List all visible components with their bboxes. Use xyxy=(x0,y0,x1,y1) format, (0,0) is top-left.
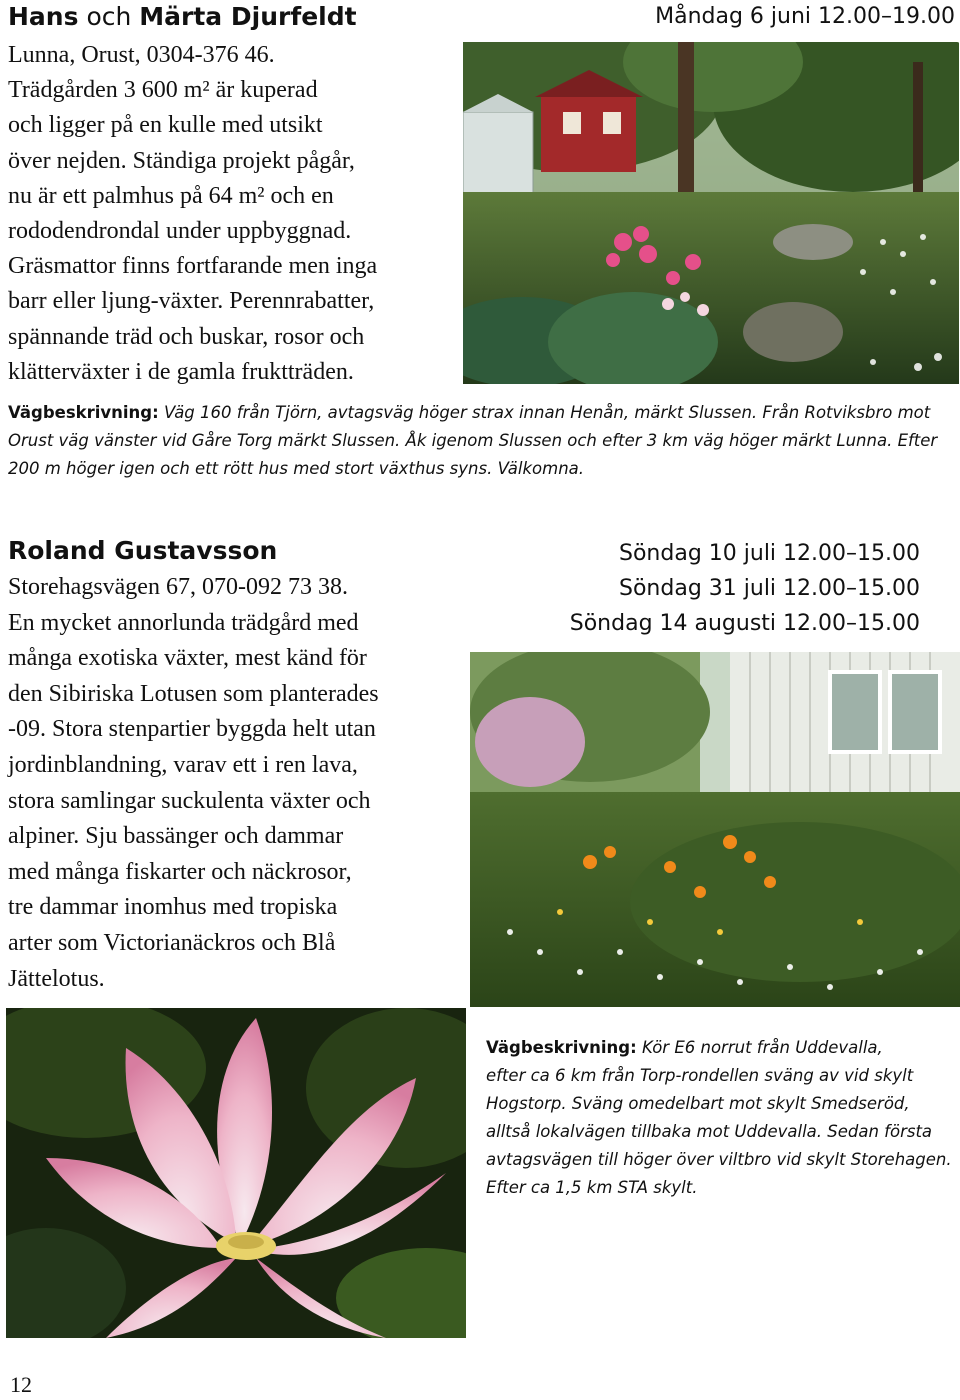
description-line: klätterväxter i de gamla fruktträden. xyxy=(8,358,354,385)
garden2-description xyxy=(8,570,468,997)
garden1-directions xyxy=(8,399,958,483)
directions-line: efter ca 6 km från Torp-rondellen sväng av vid skylt xyxy=(486,1066,914,1085)
description-line: och ligger på en kulle med utsikt xyxy=(8,112,323,139)
garden1-open-date: Måndag 6 juni 12.00–19.00 xyxy=(655,4,955,29)
description-line: den Sibiriska Lotusen som planterades xyxy=(8,680,379,707)
directions-line: Hogstorp. Sväng omedelbart mot skylt Smedseröd, xyxy=(486,1094,910,1113)
description-line: alpiner. Sju bassänger och dammar xyxy=(8,823,344,850)
description-line: stora samlingar suckulenta växter och xyxy=(8,787,371,814)
page-number: 12 xyxy=(10,1372,32,1397)
owner-conjunction: och xyxy=(86,2,132,31)
description-line: Jättelotus. xyxy=(8,965,105,992)
description-line: Trädgården 3 600 m² är kuperad xyxy=(8,77,318,104)
description-line: spännande träd och buskar, rosor och xyxy=(8,323,365,350)
description-line: En mycket annorlunda trädgård med xyxy=(8,609,359,636)
description-line: tre dammar inomhus med tropiska xyxy=(8,894,338,921)
directions-line: Efter ca 1,5 km STA skylt. xyxy=(486,1178,698,1197)
description-line: rododendrondal under uppbyggnad. xyxy=(8,218,352,245)
description-line: jordinblandning, varav ett i ren lava, xyxy=(8,751,358,778)
open-date: Söndag 14 augusti 12.00–15.00 xyxy=(569,611,920,636)
garden2-photo xyxy=(470,652,960,1007)
garden1-description xyxy=(8,38,458,390)
garden2-open-dates xyxy=(520,536,920,641)
lotus-flower-photo xyxy=(6,1008,466,1338)
directions-label: Vägbeskrivning: xyxy=(486,1038,637,1057)
directions-label: Vägbeskrivning: xyxy=(8,403,159,422)
directions-line: alltså lokalvägen tillbaka mot Uddevalla. Sedan första xyxy=(486,1122,933,1141)
owner-first-name: Hans xyxy=(8,2,79,31)
description-line: många exotiska växter, mest känd för xyxy=(8,645,367,672)
garden2-directions xyxy=(486,1034,958,1202)
directions-line: Kör E6 norrut från Uddevalla, xyxy=(641,1038,883,1057)
description-line: nu är ett palmhus på 64 m² och en xyxy=(8,182,334,209)
description-line: Gräsmattor finns fortfarande men inga xyxy=(8,253,378,280)
description-line: Lunna, Orust, 0304-376 46. xyxy=(8,42,275,68)
directions-text: Väg 160 från Tjörn, avtagsväg höger strax innan Henån, märkt Slussen. Från Rotviksbro mot Orust väg vänster vid Gåre Torg märkt Slussen. Åk igenom Slussen och efter 3 km väg höger märkt Lunna. Efter 200 m höger igen och ett rött hus med stort växthus syns. Välkomna. xyxy=(8,403,938,478)
description-line: arter som Victorianäckros och Blå xyxy=(8,929,336,956)
description-line: över nejden. Ständiga projekt pågår, xyxy=(8,147,355,174)
description-line: Storehagsvägen 67, 070-092 73 38. xyxy=(8,574,348,600)
description-line: med många fiskarter och näckrosor, xyxy=(8,858,352,885)
directions-line: avtagsvägen till höger över viltbro vid skylt Storehagen. xyxy=(486,1150,952,1169)
garden2-owner-heading: Roland Gustavsson xyxy=(8,536,278,565)
open-date: Söndag 10 juli 12.00–15.00 xyxy=(619,541,920,566)
owner-second-name: Märta Djurfeldt xyxy=(139,2,357,31)
description-line: barr eller ljung-växter. Perennrabatter, xyxy=(8,288,375,315)
garden1-owner-heading xyxy=(8,2,357,31)
description-line: -09. Stora stenpartier byggda helt utan xyxy=(8,716,376,743)
garden1-photo xyxy=(463,42,959,384)
open-date: Söndag 31 juli 12.00–15.00 xyxy=(619,576,920,601)
